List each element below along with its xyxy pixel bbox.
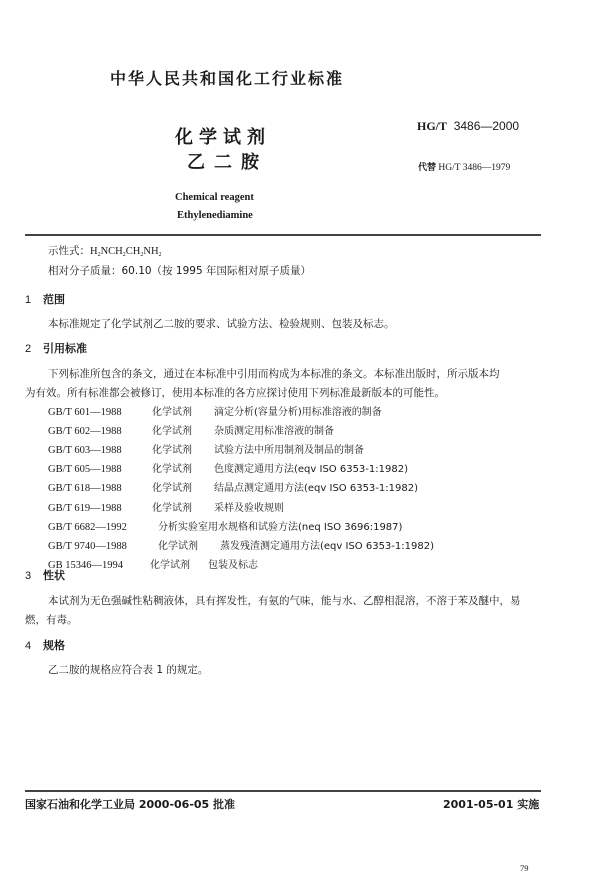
title-en-line1: Chemical reagent: [175, 192, 254, 203]
title-zh-line1: 化学试剂: [175, 127, 271, 148]
standard-prefix: HG/T: [417, 119, 448, 133]
replaces-standard: [418, 160, 510, 173]
reference-item: GB/T 619—1988 化学试剂 采样及验收规则: [48, 503, 284, 514]
standard-number-value: 3486—2000: [453, 119, 520, 133]
implementation-line: 2001-05-01 实施: [443, 798, 540, 811]
section-2-paragraph-line1: 下列标准所包含的条文，通过在本标准中引用而构成为本标准的条文。本标准出版时，所示版本均: [48, 368, 500, 380]
section-2-heading: 2 引用标准: [25, 342, 87, 355]
formula-label: 示性式：: [48, 245, 90, 257]
reference-item: GB 15346—1994 化学试剂 包装及标志: [48, 560, 258, 571]
replaces-label: 代替: [418, 163, 437, 173]
issuing-agency-line: 中华人民共和国化工行业标准: [110, 69, 345, 88]
replaces-value: HG/T 3486—1979: [438, 163, 511, 173]
section-1-paragraph: 本标准规定了化学试剂乙二胺的要求、试验方法、检验规则、包装及标志。: [48, 318, 395, 330]
formula-value: $H_2NCH_2CH_2NH_2$: [90, 246, 162, 258]
reference-item: GB/T 603—1988 化学试剂 试验方法中所用制剂及制品的制备: [48, 445, 364, 456]
approval-line: 国家石油和化学工业局 2000-06-05 批准: [25, 798, 236, 811]
molecular-mass-line: 相对分子质量：60.10（按 1995 年国际相对原子质量）: [48, 265, 311, 277]
top-divider: [25, 234, 541, 236]
section-3-heading: 3 性状: [25, 569, 65, 582]
section-4-heading: 4 规格: [25, 639, 65, 652]
reference-item: GB/T 9740—1988 化学试剂 蒸发残渣测定通用方法(eqv ISO 6353-1:1982): [48, 541, 434, 552]
formula-line: [48, 243, 162, 258]
section-2-paragraph-line2: 为有效。所有标准都会被修订，使用本标准的各方应探讨使用下列标准最新版本的可能性。: [25, 387, 445, 399]
section-3-paragraph-line1: 本试剂为无色强碱性粘稠液体，具有挥发性，有氨的气味，能与水、乙醇相混溶，不溶于苯及醚中，易: [48, 595, 521, 607]
reference-item: GB/T 605—1988 化学试剂 色度测定通用方法(eqv ISO 6353-1:1982): [48, 464, 408, 475]
title-en-line2: Ethylenediamine: [177, 210, 253, 221]
page-number: 79: [520, 863, 529, 873]
reference-item: GB/T 618—1988 化学试剂 结晶点测定通用方法(eqv ISO 6353-1:1982): [48, 483, 418, 494]
reference-item: GB/T 6682—1992 分析实验室用水规格和试验方法(neq ISO 3696:1987): [48, 522, 403, 533]
section-3-paragraph-line2: 燃，有毒。: [25, 614, 78, 626]
section-4-paragraph: 乙二胺的规格应符合表 1 的规定。: [48, 664, 209, 676]
reference-item: GB/T 602—1988 化学试剂 杂质测定用标准溶液的制备: [48, 426, 334, 437]
section-1-heading: 1 范围: [25, 293, 65, 306]
standard-number: [417, 119, 519, 134]
footer-divider: [25, 790, 541, 792]
title-zh-line2: 乙二胺: [187, 152, 268, 173]
reference-item: GB/T 601—1988 化学试剂 滴定分析(容量分析)用标准溶液的制备: [48, 407, 382, 418]
